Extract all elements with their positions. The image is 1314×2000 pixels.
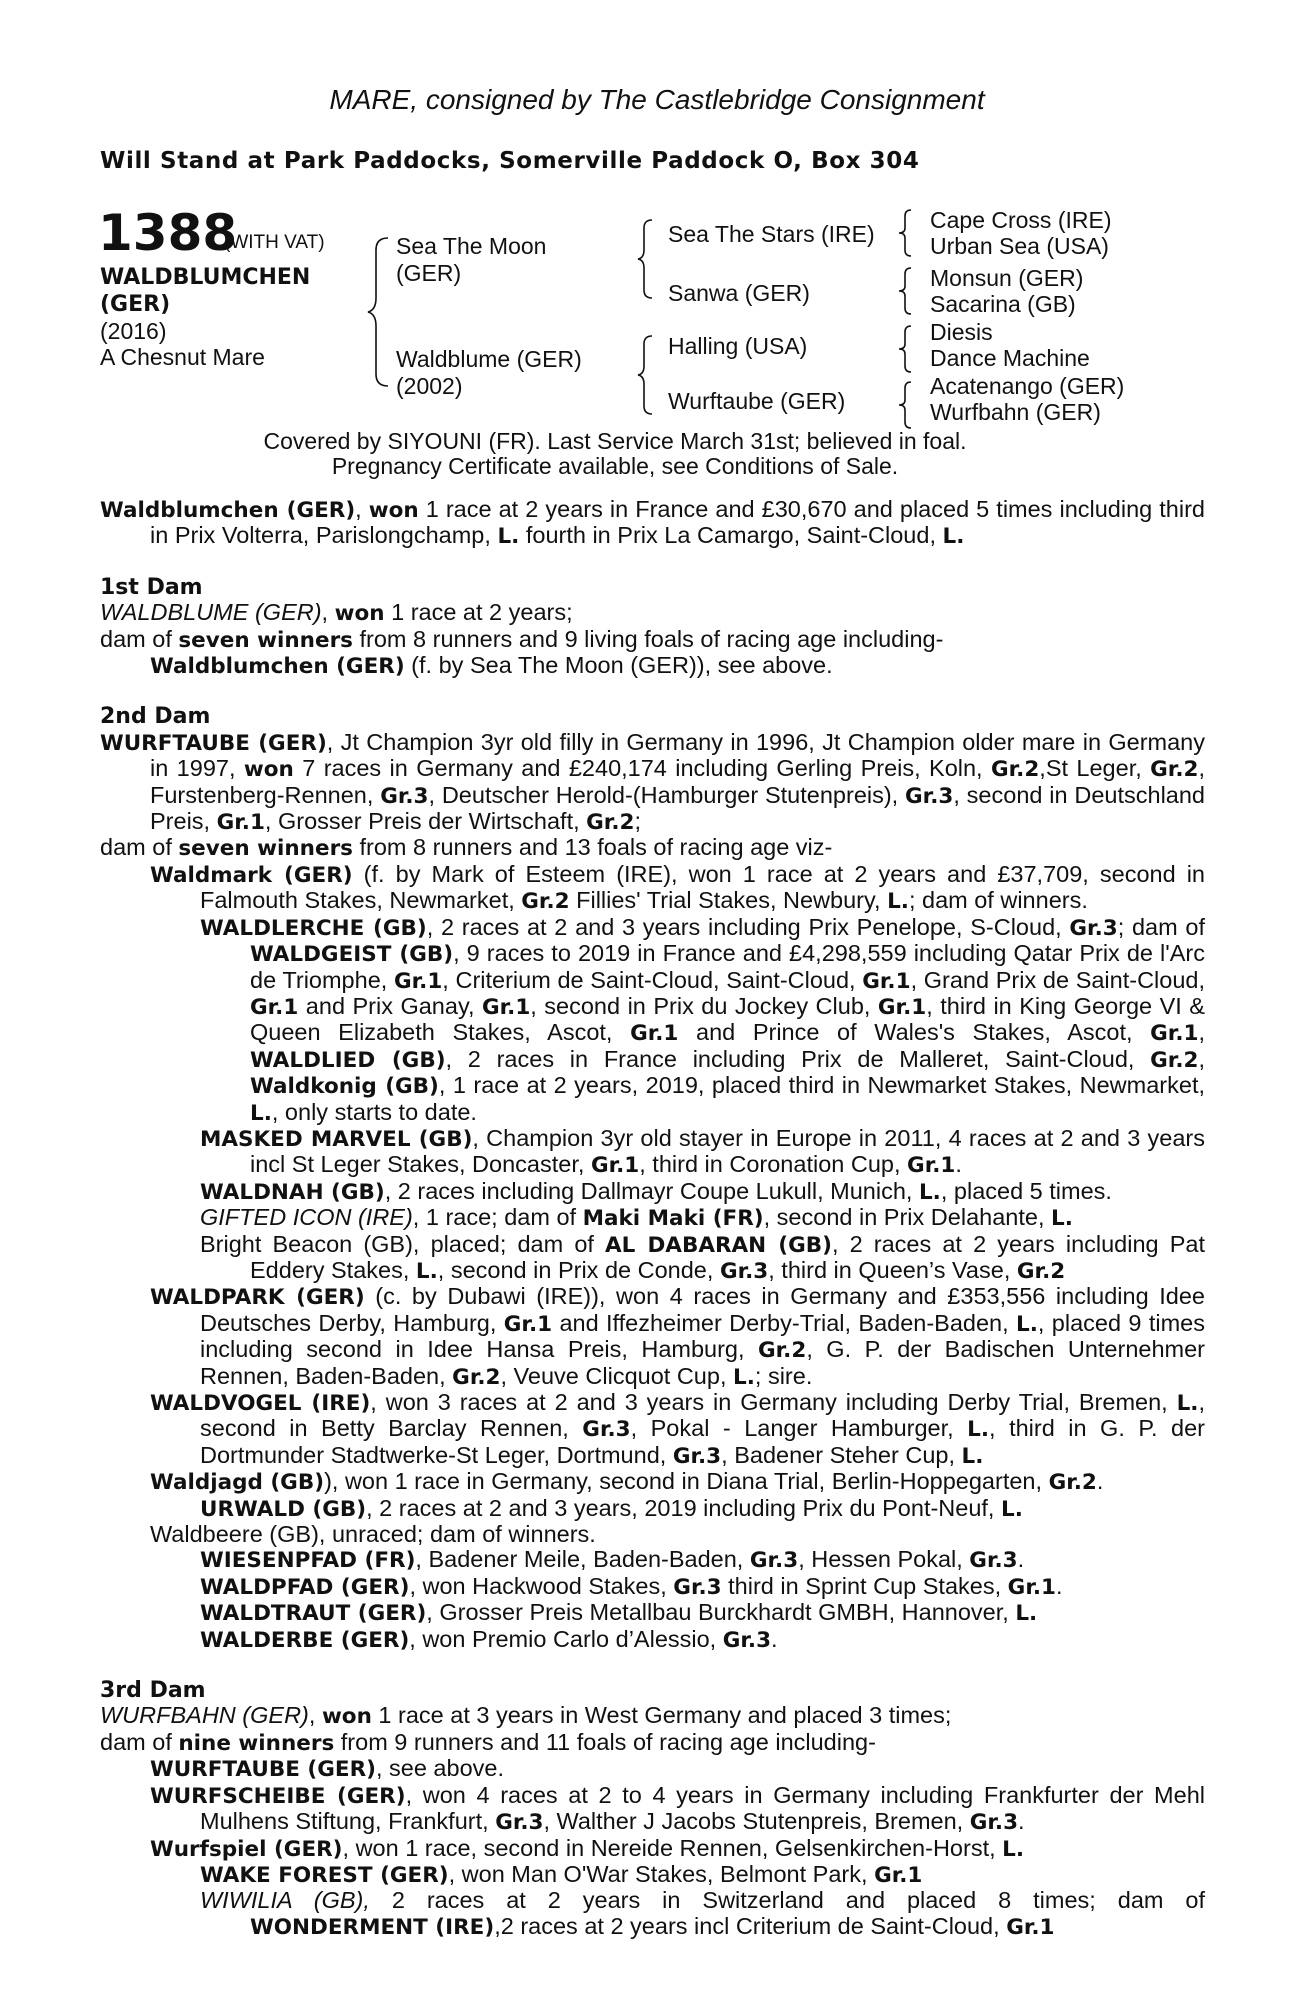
pregnancy-note: Pregnancy Certificate available, see Conditions of Sale.	[331, 453, 899, 479]
progeny-waldjagd: Waldjagd (GB)), won 1 race in Germany, second in Diana Trial, Berlin-Hoppegarten, Gr.2.	[150, 1468, 1104, 1496]
pedigree-brace-3c	[895, 322, 919, 376]
dam-sire: Halling (USA)	[668, 333, 808, 359]
horse-name: WALDBLUMCHEN	[100, 265, 311, 290]
gen3-6: Dance Machine	[930, 345, 1090, 371]
gen3-7: Acatenango (GER)	[930, 373, 1125, 399]
first-dam-produce: dam of seven winners from 8 runners and 9 living foals of racing age including-	[100, 625, 944, 653]
gen3-2: Urban Sea (USA)	[930, 233, 1109, 259]
third-dam-line: WURFBAHN (GER), won 1 race at 3 years in West Germany and placed 3 times;	[100, 1702, 952, 1730]
second-dam-produce: dam of seven winners from 8 runners and 13 foals of racing age viz-	[100, 834, 833, 862]
progeny-wurftaube: WURFTAUBE (GER), see above.	[150, 1755, 504, 1783]
third-dam-produce: dam of nine winners from 9 runners and 11 foals of racing age including-	[100, 1728, 876, 1756]
progeny-waldbeere: Waldbeere (GB), unraced; dam of winners.	[150, 1521, 596, 1548]
progeny-wurfscheibe: WURFSCHEIBE (GER), won 4 races at 2 to 4 years in Germany including Frankfurter der Mehl Mulhens Stiftung, Frankfurt, Gr.3, Walther J Jacobs Stutenpreis, Bremen, Gr.3.	[150, 1781, 1205, 1836]
stand-location: Will Stand at Park Paddocks, Somerville Paddock O, Box 304	[100, 148, 920, 174]
progeny-waldpark: WALDPARK (GER) (c. by Dubawi (IRE)), won 4 races in Germany and £353,556 including Idee Deutsches Derby, Hamburg, Gr.1 and Iffezheimer Derby-Trial, Baden-Baden, L., placed 9 times including second in Idee Hansa Preis, Hamburg, Gr.2, G. P. der Badischen Unternehmer Rennen, Baden-Baden, Gr.2, Veuve Clicquot Cup, L.; sire.	[150, 1283, 1205, 1390]
third-dam-heading: 3rd Dam	[100, 1678, 206, 1704]
progeny-gifted-icon: GIFTED ICON (IRE), 1 race; dam of Maki Maki (FR), second in Prix Delahante, L.	[200, 1204, 1073, 1232]
gen3-1: Cape Cross (IRE)	[930, 207, 1112, 233]
progeny-waldlerche: WALDLERCHE (GB), 2 races at 2 and 3 years including Prix Penelope, S-Cloud, Gr.3; dam of WALDGEIST (GB), 9 races to 2019 in France and £4,298,559 including Qatar Prix de l'Arc de Triomphe, Gr.1, Criterium de Saint-Cloud, Saint-Cloud, Gr.1, Grand Prix de Saint-Cloud, Gr.1 and Prix Ganay, Gr.1, second in Prix du Jockey Club, Gr.1, third in King George VI & Queen Elizabeth Stakes, Ascot, Gr.1 and Prince of Wales's Stakes, Ascot, Gr.1, WALDLIED (GB), 2 races in France including Prix de Malleret, Saint-Cloud, Gr.2, Waldkonig (GB), 1 race at 2 years, 2019, placed third in Newmarket Stakes, Newmarket, L., only starts to date.	[200, 913, 1206, 1126]
gen3-5: Diesis	[930, 319, 993, 345]
sire-dam: Sanwa (GER)	[668, 280, 810, 306]
pedigree-brace-3d	[895, 378, 919, 432]
sire-sire: Sea The Stars (IRE)	[668, 221, 875, 247]
gen3-4: Sacarina (GB)	[930, 291, 1076, 317]
horse-country: (GER)	[100, 292, 171, 317]
progeny-wonderment: WONDERMENT (IRE),2 races at 2 years incl Criterium de Saint-Cloud, Gr.1	[250, 1912, 1055, 1940]
second-dam-paragraph: WURFTAUBE (GER), Jt Champion 3yr old filly in Germany in 1996, Jt Champion older mare in Germany in 1997, won 7 races in Germany and £240,174 including Gerling Preis, Koln, Gr.2,St Leger, Gr.2, Furstenberg-Rennen, Gr.3, Deutscher Herold-(Hamburger Stutenpreis), Gr.3, second in Deutschland Preis, Gr.1, Grosser Preis der Wirtschaft, Gr.2;	[100, 728, 1206, 836]
covered-note: Covered by SIYOUNI (FR). Last Service March 31st; believed in foal.	[263, 428, 967, 454]
progeny-waldmark: Waldmark (GER) (f. by Mark of Esteem (IRE), won 1 race at 2 years and £37,709, second in Falmouth Stakes, Newmarket, Gr.2 Fillies' Trial Stakes, Newbury, L.; dam of winners.	[150, 860, 1206, 915]
pedigree-brace-2b	[634, 330, 664, 420]
pedigree-brace-2a	[634, 214, 664, 304]
first-dam-child: Waldblumchen (GER) (f. by Sea The Moon (GER)), see above.	[150, 652, 833, 680]
progeny-wiesenpfad: WIESENPFAD (FR), Badener Meile, Baden-Baden, Gr.3, Hessen Pokal, Gr.3.	[200, 1546, 1025, 1574]
second-dam-heading: 2nd Dam	[100, 704, 211, 730]
page-header: MARE, consigned by The Castlebridge Consignment	[329, 84, 985, 115]
dam-year: (2002)	[396, 373, 463, 399]
progeny-masked-marvel: MASKED MARVEL (GB), Champion 3yr old stayer in Europe in 2011, 4 races at 2 and 3 years incl St Leger Stakes, Doncaster, Gr.1, third in Coronation Cup, Gr.1.	[200, 1124, 1205, 1179]
horse-description: A Chesnut Mare	[100, 344, 265, 370]
progeny-walderbe: WALDERBE (GER), won Premio Carlo d’Alessio, Gr.3.	[200, 1625, 778, 1653]
progeny-waldtraut: WALDTRAUT (GER), Grosser Preis Metallbau Burckhardt GMBH, Hannover, L.	[200, 1599, 1038, 1627]
first-dam-heading: 1st Dam	[100, 574, 203, 600]
pedigree-brace-3a	[895, 206, 919, 260]
progeny-wurfspiel: Wurfspiel (GER), won 1 race, second in Nereide Rennen, Gelsenkirchen-Horst, L.	[150, 1834, 1025, 1862]
progeny-waldvogel: WALDVOGEL (IRE), won 3 races at 2 and 3 years in Germany including Derby Trial, Bremen, L., second in Betty Barclay Rennen, Gr.3, Pokal - Langer Hamburger, L., third in G. P. der Dortmunder Stadtwerke-St Leger, Dortmund, Gr.3, Badener Steher Cup, L.	[150, 1389, 1206, 1469]
progeny-bright-beacon: Bright Beacon (GB), placed; dam of AL DABARAN (GB), 2 races at 2 years including Pat Eddery Stakes, L., second in Prix de Conde, Gr.3, third in Queen’s Vase, Gr.2	[200, 1230, 1206, 1284]
gen3-8: Wurfbahn (GER)	[930, 399, 1101, 425]
catalogue-body	[100, 497, 1205, 1940]
vat-label: (WITH VAT)	[224, 232, 325, 253]
gen3-3: Monsun (GER)	[930, 265, 1084, 291]
sire-name: Sea The Moon	[396, 233, 547, 259]
progeny-urwald: URWALD (GB), 2 races at 2 and 3 years, 2019 including Prix du Pont-Neuf, L.	[200, 1494, 1023, 1522]
dam-dam: Wurftaube (GER)	[668, 388, 846, 414]
progeny-wake-forest: WAKE FOREST (GER), won Man O'War Stakes, Belmont Park, Gr.1	[200, 1860, 923, 1888]
summary-paragraph: Waldblumchen (GER), won 1 race at 2 years in France and £30,670 and placed 5 times including third in Prix Volterra, Parislongchamp, L. fourth in Prix La Camargo, Saint-Cloud, L.	[100, 496, 1205, 550]
pedigree-brace-3b	[895, 264, 919, 318]
lot-number: 1388	[98, 204, 238, 262]
progeny-waldpfad: WALDPFAD (GER), won Hackwood Stakes, Gr.3 third in Sprint Cup Stakes, Gr.1.	[200, 1572, 1063, 1600]
sire-country: (GER)	[396, 260, 462, 286]
dam-name: Waldblume (GER)	[396, 346, 582, 372]
progeny-wiwilia: WIWILIA (GB), 2 races at 2 years in Switzerland and placed 8 times; dam of	[200, 1887, 1205, 1914]
progeny-waldnah: WALDNAH (GB), 2 races including Dallmayr Coupe Lukull, Munich, L., placed 5 times.	[200, 1177, 1112, 1205]
first-dam-line: WALDBLUME (GER), won 1 race at 2 years;	[100, 599, 573, 627]
foaling-year: (2016)	[100, 318, 167, 344]
